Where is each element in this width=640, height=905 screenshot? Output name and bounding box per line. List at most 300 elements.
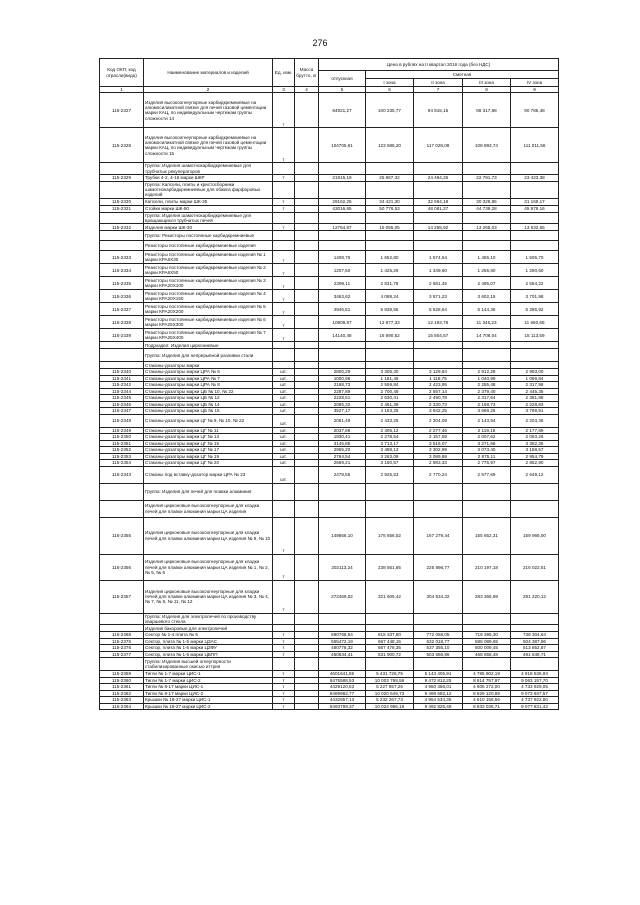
name-cell: Крышки № 18-27 марки ЦИС-2 [144,703,273,710]
name-cell: Тигли № 8-17 марки ЦИС-2 [144,690,273,697]
zone-2-price-cell: 2 330,73 [414,401,463,408]
name-cell: Стаканы-дозаторы марки ЦРА № 7 [144,375,273,382]
zone-4-price-cell: 481 648,71 [511,651,559,658]
zone-2-price-cell: 225 898,77 [414,554,463,580]
name-cell: Резисторы постоянные карбидкремниевые изделия № 6 марки КРА25Х300 [144,316,273,329]
unit-cell [273,500,295,517]
zone-4-price-cell [511,231,559,241]
zone-1-price-cell [366,483,414,500]
unit-cell: т [273,264,295,277]
name-cell: Крышки № 18-27 марки ЦИС-1 [144,697,273,704]
header-price: Цена в рублях на II квартал 2016 года (без НДС) [319,59,559,71]
mass-cell [295,500,319,517]
group-row [100,241,559,251]
table-row [100,277,559,290]
name-cell: Стаканы-дозаторы марки ЦРА № 6 [144,369,273,376]
release-price-cell: 12754,87 [319,224,366,231]
zone-2-price-cell [414,181,463,198]
zone-3-price-cell [463,163,511,175]
name-cell: Сектор, плита № 1-5 марки ЦБПП [144,651,273,658]
zone-1-price-cell [366,163,414,175]
code-cell: 115-2333 [100,251,144,264]
code-cell: 115-2355 [100,517,144,554]
zone-2-price-cell: 3 516,07 [414,440,463,447]
release-price-cell [319,163,366,175]
release-price-cell: 4429120,53 [319,684,366,691]
zone-2-price-cell: 14 255,92 [414,224,463,231]
zone-1-price-cell: 3 263,09 [366,453,414,460]
zone-4-price-cell: 2 649,12 [511,466,559,483]
zone-1-price-cell: 50 776,53 [366,205,414,212]
zone-3-price-cell: 2 143,94 [463,414,511,427]
zone-3-price-cell: 2 912,28 [463,369,511,376]
zone-1-price-cell [366,613,414,625]
mass-cell [295,251,319,264]
unit-cell: т [273,684,295,691]
zone-3-price-cell [463,362,511,369]
release-price-cell: 2228,51 [319,395,366,402]
zone-4-price-cell: 2 564,22 [511,277,559,290]
col-number: 7 [414,87,463,93]
table-row [100,198,559,205]
zone-4-price-cell: 3 769,91 [511,408,559,415]
name-cell: Группа: Изделия шамотнокарбидкремниевые для вращающихся трубчатых печей [144,212,273,224]
unit-cell [273,181,295,198]
zone-2-price-cell: 48 081,27 [414,205,463,212]
zone-1-price-cell [366,625,414,632]
zone-1-price-cell: 2 405,12 [366,427,414,434]
zone-3-price-cell [463,483,511,500]
name-cell: Сектор, плита № 1-5 марки ЦЗАС [144,638,273,645]
unit-cell [273,483,295,500]
zone-2-price-cell: 9 472 812,25 [414,677,463,684]
zone-4-price-cell: 291 220,12 [511,580,559,613]
zone-4-price-cell: 1 069,84 [511,375,559,382]
mass-cell [295,658,319,671]
zone-4-price-cell: 13 632,65 [511,224,559,231]
table-body [100,93,559,710]
name-cell: Стаканы-дозаторы марки ЦБ № 14 [144,401,273,408]
name-cell: Стаканы-дозаторы марки ЦБ № 15 [144,408,273,415]
name-cell: Стаканы-дозаторы марки ЦБ № 12 [144,395,273,402]
release-price-cell [319,625,366,632]
zone-1-price-cell: 3 305,30 [366,369,414,376]
name-cell: Стаканы-дозаторы марки ЦГ № 15 [144,440,273,447]
zone-3-price-cell: 3 602,15 [463,290,511,303]
release-price-cell [319,241,366,251]
code-cell: 115-2368 [100,632,144,639]
unit-cell: т [273,677,295,684]
zone-1-price-cell: 815 337,80 [366,632,414,639]
name-cell: Стаканы-дозаторы марки ЦГ № 13 [144,434,273,441]
zone-3-price-cell: 3 271,68 [463,440,511,447]
code-cell: 115-2350 [100,434,144,441]
code-cell [100,342,144,349]
name-cell: Резисторы постоянные карбидкремниевые изделия № 5 марки КРА20Х200 [144,303,273,316]
zone-3-price-cell: 3 668,25 [463,408,511,415]
header-zone-2: II зона [414,79,463,87]
name-cell: Группа: Капсели, плиты и кристосборники шамотнокарбидкремниевые для обжига фарфоровых изделий [144,181,273,198]
zone-3-price-cell [463,241,511,251]
zone-2-price-cell: 2 770,24 [414,466,463,483]
zone-4-price-cell [511,342,559,349]
code-cell: 115-2346 [100,401,144,408]
zone-1-price-cell: 238 561,85 [366,554,414,580]
unit-cell: шт. [273,414,295,427]
release-price-cell: 149666,10 [319,517,366,554]
zone-4-price-cell [511,483,559,500]
zone-4-price-cell: 23 423,38 [511,174,559,181]
code-cell: 115-2357 [100,580,144,613]
mass-cell [295,163,319,175]
unit-cell: т [273,277,295,290]
zone-1-price-cell: 2 700,49 [366,388,414,395]
unit-cell: шт. [273,466,295,483]
release-price-cell: 2478,55 [319,466,366,483]
zone-1-price-cell [366,181,414,198]
code-cell: 115-2339 [100,329,144,342]
header-zone-1: I зона [366,79,414,87]
zone-3-price-cell: 22 791,73 [463,174,511,181]
name-cell: Изделия цирконовые высокоогнеупорные для кладки печей для плавки алюминия марки ЦА изделия № 9, № 10 [144,517,273,554]
zone-4-price-cell: 2 993,00 [511,369,559,376]
release-price-cell [319,658,366,671]
mass-cell [295,205,319,212]
mass-cell [295,517,319,554]
code-cell [100,163,144,175]
code-cell: 115-2348 [100,414,144,427]
zone-1-price-cell [366,658,414,671]
release-price-cell: 1408,75 [319,251,366,264]
code-cell: 115-2345 [100,395,144,402]
name-cell: Стаканы под вставку-дозатор марки ЦРА № 23 [144,466,273,483]
zone-3-price-cell: 8 833 036,71 [463,703,511,710]
zone-4-price-cell: 90 785,48 [511,93,559,128]
unit-cell: шт. [273,453,295,460]
mass-cell [295,174,319,181]
code-cell: 115-2376 [100,645,144,652]
zone-4-price-cell [511,349,559,362]
zone-2-price-cell [414,212,463,224]
table-row [100,264,559,277]
zone-1-price-cell: 2 831,78 [366,277,414,290]
code-cell: 115-2334 [100,264,144,277]
release-price-cell: 8475588,53 [319,677,366,684]
header-name: Наименование материалов и изделий [144,59,273,87]
table-row [100,554,559,580]
zone-1-price-cell: 3 713,17 [366,440,414,447]
release-price-cell: 1930,41 [319,434,366,441]
col-number: 2 [144,87,273,93]
zone-4-price-cell: 111 011,56 [511,128,559,163]
table-row [100,414,559,427]
zone-3-price-cell: 4 785 902,19 [463,671,511,678]
zone-3-price-cell: 468 658,48 [463,651,511,658]
unit-cell [273,241,295,251]
table-row [100,93,559,128]
zone-2-price-cell: 94 915,16 [414,93,463,128]
zone-3-price-cell: 210 197,18 [463,554,511,580]
zone-1-price-cell: 5 227 857,26 [366,684,414,691]
mass-cell [295,613,319,625]
release-price-cell: 480778,32 [319,645,366,652]
zone-3-price-cell: 2 007,62 [463,434,511,441]
zone-4-price-cell: 2 381,88 [511,395,559,402]
unit-cell: т [273,93,295,128]
zone-4-price-cell: 45 979,16 [511,205,559,212]
zone-1-price-cell: 667 448,15 [366,638,414,645]
zone-2-price-cell: 5 528,64 [414,303,463,316]
unit-cell [273,658,295,671]
release-price-cell [319,500,366,517]
zone-2-price-cell: 4 950 356,01 [414,684,463,691]
zone-2-price-cell: 2 681,45 [414,277,463,290]
zone-4-price-cell: 2 445,35 [511,388,559,395]
mass-cell [295,93,319,128]
code-cell [100,500,144,517]
release-price-cell: 3145,85 [319,440,366,447]
zone-1-price-cell: 2 278,54 [366,434,414,441]
mass-cell [295,316,319,329]
zone-2-price-cell: 3 942,25 [414,408,463,415]
name-cell: Группа: Изделия для электропечей по производству хваршевого стекла [144,613,273,625]
code-cell: 115-2335 [100,277,144,290]
zone-2-price-cell: 304 534,32 [414,580,463,613]
table-row [100,251,559,264]
release-price-cell: 104705,61 [319,128,366,163]
zone-2-price-cell [414,231,463,241]
release-price-cell: 1000,96 [319,375,366,382]
code-cell: 115-2342 [100,382,144,389]
code-cell: 115-2328 [100,128,144,163]
name-cell: Резисторы постоянные карбидкремниевые изделия № 4 марки КРА20Х150 [144,290,273,303]
name-cell: Изделия марки ШК-30 [144,224,273,231]
release-price-cell: 2955,20 [319,447,366,454]
header-zone-3: III зона [463,79,511,87]
zone-2-price-cell [414,241,463,251]
zone-4-price-cell: 2 228,83 [511,401,559,408]
zone-4-price-cell: 2 954,79 [511,453,559,460]
zone-2-price-cell: 9 488 692,12 [414,690,463,697]
zone-4-price-cell [511,625,559,632]
zone-3-price-cell: 44 739,28 [463,205,511,212]
name-cell: Изделия высокоогнеупорные карбидкремниевые на алюмосиликатной связке для печей газовой цементации марки КАЦ, по индивидуальным чертежам группы сложности 15 [144,128,273,163]
zone-2-price-cell: 1 118,75 [414,375,463,382]
zone-1-price-cell [366,500,414,517]
code-cell: 115-2351 [100,440,144,447]
zone-1-price-cell: 1 181,46 [366,375,414,382]
unit-cell: т [273,329,295,342]
zone-2-price-cell [414,500,463,517]
code-cell: 115-2329 [100,174,144,181]
table-row [100,684,559,691]
zone-1-price-cell: 4 163,25 [366,408,414,415]
table-row [100,697,559,704]
name-cell: Изделия бакоровые для электропечей [144,625,273,632]
zone-3-price-cell: 1 465,10 [463,251,511,264]
name-cell: Стаканы-дозаторы марки ЦГ № 20 [144,460,273,467]
code-cell: 115-2377 [100,651,144,658]
col-number: 5 [319,87,366,93]
zone-2-price-cell: 1 349,60 [414,264,463,277]
zone-2-price-cell: 772 058,05 [414,632,463,639]
group-row [100,342,559,349]
name-cell: Группа: Изделия для непрерывной разливки стали [144,349,273,362]
zone-1-price-cell: 100 235,77 [366,93,414,128]
code-cell [100,212,144,224]
zone-4-price-cell [511,362,559,369]
zone-1-price-cell: 123 588,20 [366,128,414,163]
name-cell: Резисторы постоянные карбидкремниевые изделия № 3 марки КРА20Х100 [144,277,273,290]
name-cell: Стаканы-дозаторы марки ЦГ № 17 [144,447,273,454]
zone-4-price-cell [511,658,559,671]
table-row [100,466,559,483]
mass-cell [295,414,319,427]
zone-3-price-cell: 283 366,99 [463,580,511,613]
unit-cell: т [273,303,295,316]
zone-4-price-cell: 1 290,60 [511,264,559,277]
zone-3-price-cell: 11 346,23 [463,316,511,329]
zone-3-price-cell: 2 577,69 [463,466,511,483]
zone-1-price-cell [366,362,414,369]
zone-2-price-cell: 3 871,23 [414,290,463,303]
zone-2-price-cell: 2 983,33 [414,460,463,467]
code-cell: 115-2327 [100,93,144,128]
code-cell: 115-2330 [100,198,144,205]
code-cell: 115-2332 [100,224,144,231]
name-cell: Изделия высокоогнеупорные карбидкремниевые на алюмосиликатной связке для печей газовой цементации марки КАЦ, по индивидуальным чертежам группы сложности 14 [144,93,273,128]
zone-2-price-cell [414,483,463,500]
zone-1-price-cell: 5 232 267,73 [366,697,414,704]
unit-cell [273,362,295,369]
zone-2-price-cell: 24 494,26 [414,174,463,181]
zone-4-price-cell: 3 158,57 [511,447,559,454]
name-cell: Стаканы-дозаторы марки ЦГ № 19 [144,453,273,460]
name-cell: Резисторы постоянные карбидкремниевые изделия № 1 марки КРА6Х30 [144,251,273,264]
zone-1-price-cell: 176 656,52 [366,517,414,554]
name-cell: Стаканы-дозаторы марки ЦГ № 11 [144,427,273,434]
zone-1-price-cell: 3 150,57 [366,460,414,467]
unit-cell: т [273,198,295,205]
name-cell: Тигли № 1-7 марки ЦИС-1 [144,671,273,678]
mass-cell [295,277,319,290]
zone-4-price-cell: 159 966,00 [511,517,559,554]
zone-3-price-cell: 2 495,07 [463,277,511,290]
header-mass: Масса брутто, кг [295,59,319,87]
unit-cell: шт. [273,375,295,382]
zone-4-price-cell [511,163,559,175]
zone-1-price-cell: 2 433,25 [366,414,414,427]
mass-cell [295,703,319,710]
group-row [100,231,559,241]
table-row [100,290,559,303]
unit-cell [273,212,295,224]
header-estimate: Сметная [366,71,559,79]
mass-cell [295,625,319,632]
zone-4-price-cell: 9 063 157,70 [511,677,559,684]
group-row [100,181,559,198]
code-cell: 115-2375 [100,638,144,645]
code-cell: 115-2364 [100,703,144,710]
table-row [100,303,559,316]
group-row [100,658,559,671]
name-cell: Группа: Изделия для печей для плавки алюминия [144,483,273,500]
code-cell: 115-2360 [100,677,144,684]
zone-2-price-cell [414,163,463,175]
table-row [100,174,559,181]
unit-cell: шт. [273,427,295,434]
unit-cell: шт. [273,369,295,376]
zone-2-price-cell: 3 129,84 [414,369,463,376]
unit-cell: т [273,290,295,303]
table-row [100,703,559,710]
zone-3-price-cell: 155 652,31 [463,517,511,554]
release-price-cell: 565472,19 [319,638,366,645]
zone-3-price-cell: 8 829 120,89 [463,690,511,697]
mass-cell [295,303,319,316]
zone-2-price-cell: 5 143 405,91 [414,671,463,678]
group-row [100,500,559,517]
unit-cell: т [273,580,295,613]
zone-1-price-cell: 2 925,53 [366,466,414,483]
name-cell: Группа: Изделия высшей огнеупорности стабилизированные окисью иттрия [144,658,273,671]
release-price-cell: 84921,27 [319,93,366,128]
name-cell: Подраздел: Изделия циркониевые [144,342,273,349]
zone-4-price-cell [511,212,559,224]
mass-cell [295,349,319,362]
header-code: Код ОКП, код отрасли(вида) [100,59,144,87]
zone-3-price-cell [463,181,511,198]
zone-2-price-cell: 632 018,77 [414,638,463,645]
release-price-cell: 202113,24 [319,554,366,580]
zone-1-price-cell: 1 652,80 [366,251,414,264]
col-number: 4 [295,87,319,93]
mass-cell [295,554,319,580]
zone-2-price-cell: 2 157,59 [414,434,463,441]
zone-2-price-cell [414,349,463,362]
zone-4-price-cell: 2 317,98 [511,382,559,389]
zone-3-price-cell: 588 089,65 [463,638,511,645]
table-row [100,517,559,554]
zone-1-price-cell: 12 877,33 [366,316,414,329]
zone-4-price-cell: 4 733 929,05 [511,684,559,691]
zone-3-price-cell: 2 775,97 [463,460,511,467]
release-price-cell: 2800,29 [319,369,366,376]
mass-cell [295,362,319,369]
unit-cell: т [273,554,295,580]
unit-cell: т [273,690,295,697]
unit-cell: шт. [273,434,295,441]
zone-2-price-cell: 117 028,08 [414,128,463,163]
zone-2-price-cell: 2 304,09 [414,414,463,427]
zone-2-price-cell: 2 277,46 [414,427,463,434]
table-row [100,224,559,231]
code-cell [100,181,144,198]
release-price-cell: 2764,54 [319,453,366,460]
name-cell: Резисторы постоянные карбидкремниевые изделия № 7 марки КРА25Х400 [144,329,273,342]
zone-2-price-cell [414,613,463,625]
code-cell: 115-2359 [100,671,144,678]
name-cell: Резисторы постоянные карбидкремниевые изделия № 2 марки КРА6Х50 [144,264,273,277]
release-price-cell: 3527,17 [319,408,366,415]
code-cell [100,625,144,632]
release-price-cell: 8489982,77 [319,690,366,697]
unit-cell: т [273,645,295,652]
mass-cell [295,181,319,198]
zone-4-price-cell: 513 852,87 [511,645,559,652]
group-row [100,625,559,632]
unit-cell [273,231,295,241]
